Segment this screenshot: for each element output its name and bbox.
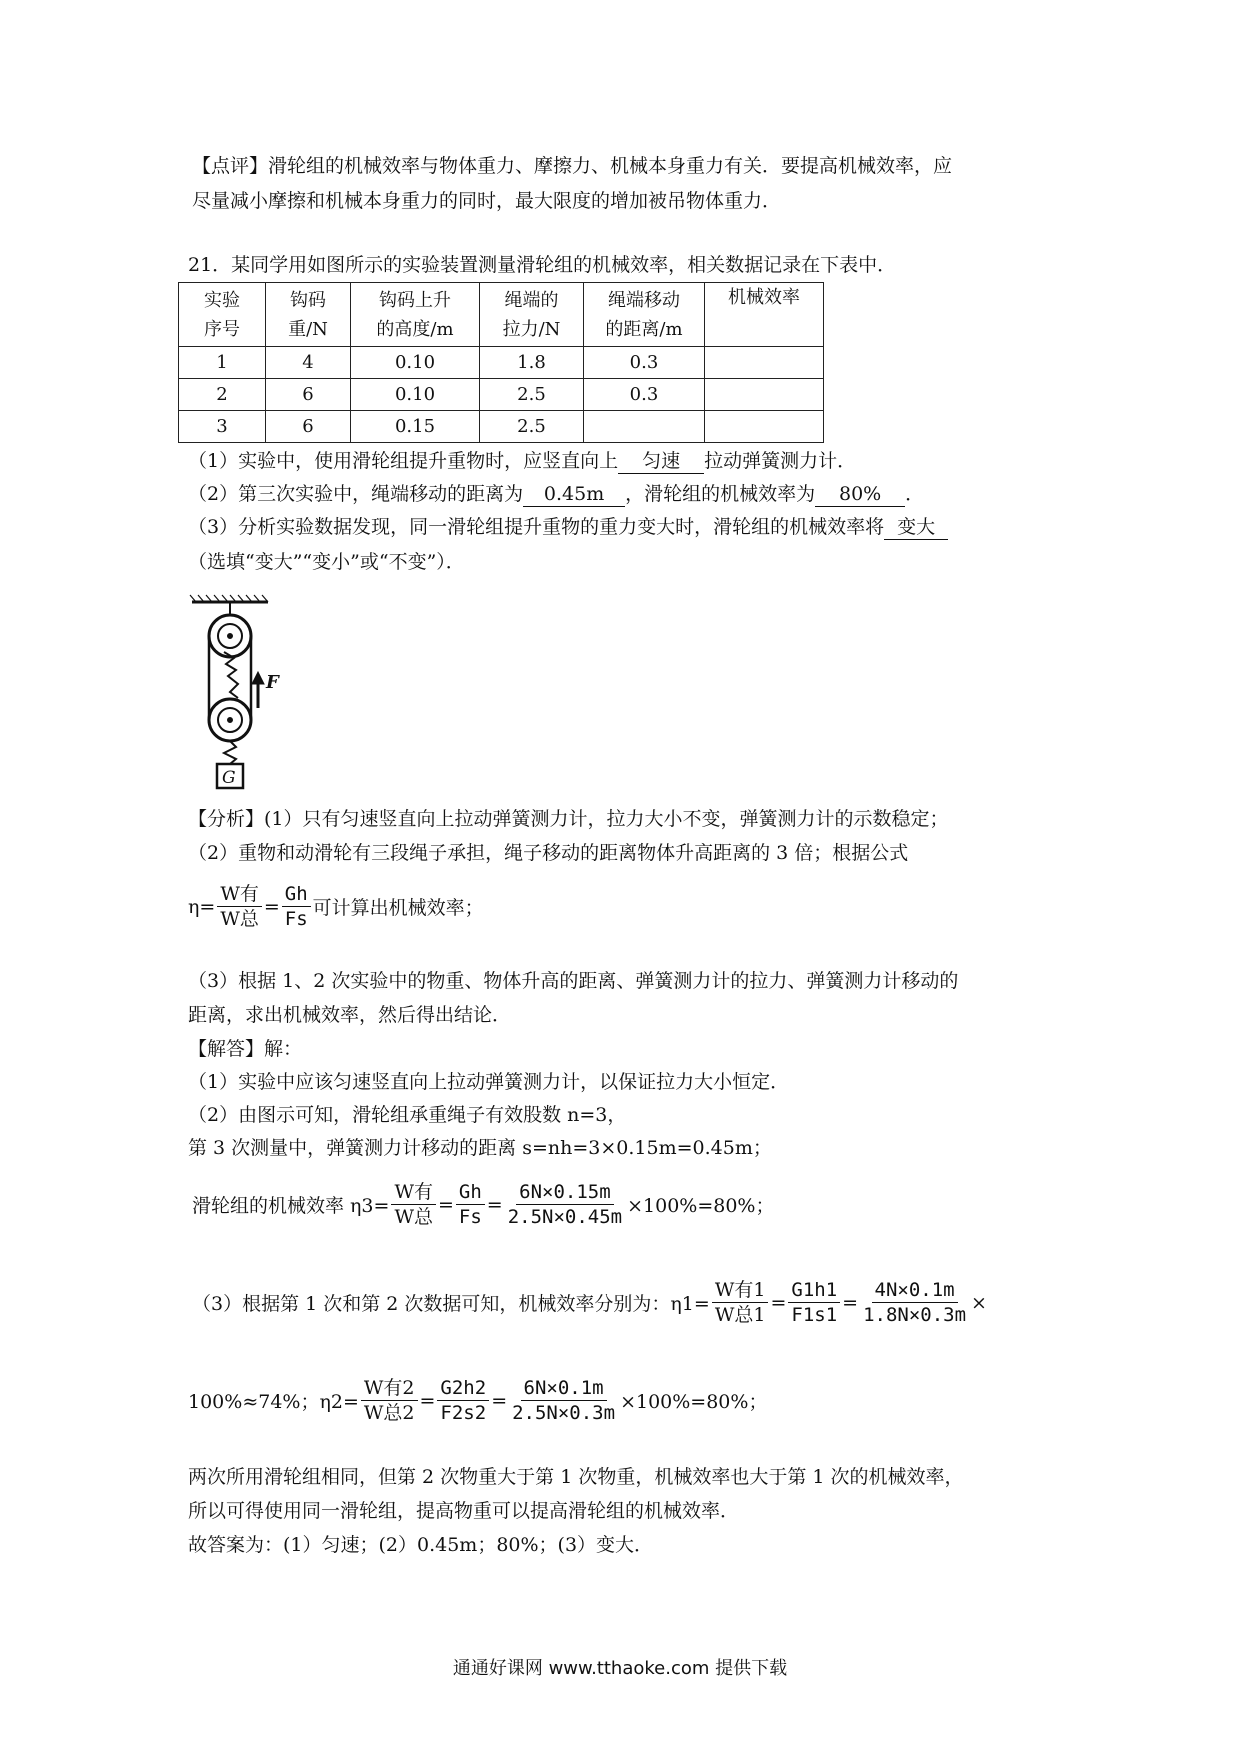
fraction: $\frac{Gh}{Fs}$ [282, 882, 311, 931]
efficiency-formula: η= $\frac{\text{W有}}{\text{W总}}$ = $\frac{Gh}{Fs}$ 可计算出机械效率； [188, 883, 484, 930]
answer-p6: 两次所用滑轮组相同，但第 2 次物重大于第 1 次物重，机械效率也大于第 1 次的机械效率， [188, 1466, 964, 1488]
fraction: $\frac{\text{W有2}}{\text{W总2}}$ [361, 1376, 418, 1425]
table-cell: 1.8 [480, 347, 584, 379]
table-cell: 0.3 [584, 379, 705, 411]
fraction: $\frac{\text{W有1}}{\text{W总1}}$ [712, 1278, 769, 1327]
fraction: $\frac{\text{W有}}{\text{W总}}$ [391, 1180, 436, 1229]
data-table [178, 282, 824, 443]
answer-p3: 第 3 次测量中，弹簧测力计移动的距离 s=nh=3×0.15m=0.45m； [188, 1137, 772, 1159]
analysis-line-4: 距离，求出机械效率，然后得出结论． [188, 1004, 512, 1026]
efficiency-3-formula: 滑轮组的机械效率 η3= $\frac{\text{W有}}{\text{W总}}$ = $\frac{Gh}{Fs}$ = $\frac{6N\times 0.15m}{2.5N\times 0.45m}$ ×100%=80%； [192, 1181, 775, 1228]
analysis-line-3: （3）根据 1、2 次实验中的物重、物体升高的距离、弹簧测力计的拉力、弹簧测力计移动的 [188, 970, 959, 992]
answer-summary: 故答案为：(1）匀速；(2）0.45m；80%；(3）变大． [188, 1534, 654, 1556]
table-cell: 4 [266, 347, 351, 379]
table-row [179, 379, 824, 411]
table-cell: 0.10 [351, 347, 480, 379]
table-cell: 0.10 [351, 379, 480, 411]
table-cell: 0.15 [351, 411, 480, 443]
page-footer: 通通好课网 www.tthaoke.com 提供下载 [452, 1658, 788, 1679]
table-header-cell: 绳端移动 的距离/m [584, 283, 705, 347]
efficiency-1-formula: （3）根据第 1 次和第 2 次数据可知，机械效率分别为：η1= $\frac{\text{W有1}}{\text{W总1}}$ = $\frac{G1h1}{F1s1}$ = $\frac{4N\times 0.1m}{1.8N\times 0.3m}$ × [192, 1279, 987, 1326]
fraction: $\frac{6N\times 0.1m}{2.5N\times 0.3m}$ [512, 1377, 616, 1424]
table-cell [584, 411, 705, 443]
question-1: （1）实验中，使用滑轮组提升重物时，应竖直向上 匀速 拉动弹簧测力计． [188, 450, 857, 472]
fraction: $\frac{4N\times 0.1m}{1.8N\times 0.3m}$ [863, 1279, 967, 1326]
review-line-1: 【点评】滑轮组的机械效率与物体重力、摩擦力、机械本身重力有关．要提高机械效率，应 [192, 155, 953, 177]
weight-label: G [222, 768, 236, 788]
table-header-cell: 绳端的 拉力/N [480, 283, 584, 347]
efficiency-2-formula: 100%≈74%；η2= $\frac{\text{W有2}}{\text{W总2}}$ = $\frac{G2h2}{F2s2}$ = $\frac{6N\times 0.1m}{2.5N\times 0.3m}$ ×100%=80%； [188, 1377, 768, 1424]
table-cell: 0.3 [584, 347, 705, 379]
table-cell: 2.5 [480, 411, 584, 443]
answer-heading: 【解答】解： [188, 1038, 303, 1060]
table-cell: 2.5 [480, 379, 584, 411]
fraction: $\frac{6N\times 0.15m}{2.5N\times 0.45m}$ [507, 1181, 623, 1228]
question-3: （3）分析实验数据发现，同一滑轮组提升重物的重力变大时，滑轮组的机械效率将 变大 [188, 512, 948, 542]
answer-blank-2: 0.45m [523, 482, 625, 507]
answer-p2: （2）由图示可知，滑轮组承重绳子有效股数 n=3， [188, 1104, 627, 1126]
table-row [179, 411, 824, 443]
fraction: $\frac{Gh}{Fs}$ [456, 1180, 485, 1229]
table-cell [705, 347, 824, 379]
question-3-hint: （选填“变大”“变小”或“不变”）． [188, 551, 465, 573]
table-cell: 6 [266, 411, 351, 443]
table-header-cell: 钩码 重/N [266, 283, 351, 347]
review-line-2: 尽量减小摩擦和机械本身重力的同时，最大限度的增加被吊物体重力． [192, 190, 782, 212]
table-cell [705, 379, 824, 411]
answer-blank-1: 匀速 [618, 449, 704, 474]
fraction: $\frac{G1h1}{F1s1}$ [788, 1278, 840, 1327]
fraction: $\frac{G2h2}{F2s2}$ [437, 1376, 489, 1425]
fraction: $\frac{\text{W有}}{\text{W总}}$ [217, 882, 262, 931]
table-cell: 3 [179, 411, 266, 443]
table-header-cell: 钩码上升 的高度/m [351, 283, 480, 347]
pulley-diagram [186, 592, 296, 800]
table-cell: 6 [266, 379, 351, 411]
question-2: （2）第三次实验中，绳端移动的距离为 0.45m ，滑轮组的机械效率为 80% ． [188, 483, 925, 505]
answer-p7: 所以可得使用同一滑轮组，提高物重可以提高滑轮组的机械效率． [188, 1500, 740, 1522]
table-header-cell: 机械效率 [705, 283, 824, 347]
table-cell: 1 [179, 347, 266, 379]
analysis-line-2: （2）重物和动滑轮有三段绳子承担，绳子移动的距离物体升高距离的 3 倍；根据公式 [188, 842, 909, 864]
force-label: F [266, 672, 279, 693]
answer-p1: （1）实验中应该匀速竖直向上拉动弹簧测力计，以保证拉力大小恒定． [188, 1071, 790, 1093]
answer-blank-3: 80% [815, 482, 905, 507]
table-cell: 2 [179, 379, 266, 411]
table-header-row [179, 283, 824, 347]
analysis-line-1: 【分析】(1）只有匀速竖直向上拉动弹簧测力计，拉力大小不变，弹簧测力计的示数稳定； [188, 808, 949, 830]
table-row [179, 347, 824, 379]
table-cell [705, 411, 824, 443]
table-header-cell: 实验 序号 [179, 283, 266, 347]
question-stem: 21．某同学用如图所示的实验装置测量滑轮组的机械效率，相关数据记录在下表中． [188, 254, 897, 276]
answer-blank-4: 变大 [884, 515, 948, 540]
